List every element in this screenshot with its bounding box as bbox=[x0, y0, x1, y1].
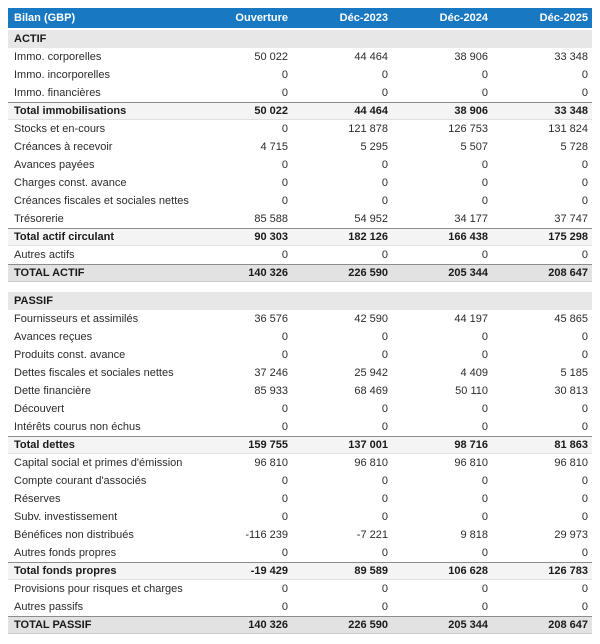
row-label: Avances payées bbox=[14, 159, 95, 171]
subtotal-row bbox=[8, 228, 592, 246]
row-value-col2: 0 bbox=[381, 493, 388, 505]
row-label: Charges const. avance bbox=[14, 177, 127, 189]
subtotal-row bbox=[8, 436, 592, 454]
row-label: Provisions pour risques et charges bbox=[14, 583, 183, 595]
table-row bbox=[8, 418, 592, 436]
column-header-dec-2025: Déc-2025 bbox=[539, 12, 588, 24]
table-row bbox=[8, 364, 592, 382]
section-header-passif bbox=[8, 292, 592, 310]
row-label: Total immobilisations bbox=[14, 105, 127, 117]
row-value-col1: 85 933 bbox=[254, 385, 288, 397]
column-header-dec-2024: Déc-2024 bbox=[439, 12, 488, 24]
row-value-col1: 0 bbox=[281, 87, 288, 99]
row-value-col4: 0 bbox=[581, 475, 588, 487]
row-value-col3: 0 bbox=[481, 159, 488, 171]
row-value-col2: 54 952 bbox=[354, 213, 388, 225]
row-value-col1: 0 bbox=[281, 493, 288, 505]
row-value-col2: -7 221 bbox=[356, 529, 388, 541]
table-row bbox=[8, 210, 592, 228]
row-value-col2: 0 bbox=[381, 475, 388, 487]
row-label: Autres fonds propres bbox=[14, 547, 117, 559]
row-value-col2: 0 bbox=[381, 601, 388, 613]
row-value-col3: 0 bbox=[481, 87, 488, 99]
row-value-col1: 0 bbox=[281, 177, 288, 189]
row-value-col1: -116 239 bbox=[245, 529, 288, 541]
table-row bbox=[8, 544, 592, 562]
table-row bbox=[8, 382, 592, 400]
row-value-col3: 0 bbox=[481, 421, 488, 433]
row-value-col1: 96 810 bbox=[254, 457, 288, 469]
row-value-col3: 44 197 bbox=[454, 313, 488, 325]
row-value-col3: 0 bbox=[481, 177, 488, 189]
row-value-col1: 0 bbox=[281, 583, 288, 595]
table-row bbox=[8, 580, 592, 598]
row-value-col3: 0 bbox=[481, 249, 488, 261]
table-row bbox=[8, 66, 592, 84]
table-row bbox=[8, 454, 592, 472]
row-value-col1: 140 326 bbox=[248, 267, 288, 279]
row-value-col2: 44 464 bbox=[354, 105, 388, 117]
row-value-col3: 205 344 bbox=[448, 619, 488, 631]
table-row bbox=[8, 174, 592, 192]
table-row bbox=[8, 84, 592, 102]
row-value-col2: 0 bbox=[381, 421, 388, 433]
row-value-col3: 0 bbox=[481, 493, 488, 505]
row-label: Immo. incorporelles bbox=[14, 69, 110, 81]
row-value-col1: 36 576 bbox=[254, 313, 288, 325]
row-value-col3: 34 177 bbox=[454, 213, 488, 225]
row-value-col1: 0 bbox=[281, 123, 288, 135]
row-value-col4: 0 bbox=[581, 601, 588, 613]
row-value-col3: 0 bbox=[481, 69, 488, 81]
grandtotal-row bbox=[8, 616, 592, 634]
row-value-col2: 0 bbox=[381, 331, 388, 343]
row-value-col2: 0 bbox=[381, 159, 388, 171]
row-value-col3: 0 bbox=[481, 331, 488, 343]
row-label: TOTAL ACTIF bbox=[14, 267, 85, 279]
row-value-col3: 98 716 bbox=[454, 439, 488, 451]
section-spacer bbox=[8, 282, 592, 292]
row-value-col1: -19 429 bbox=[250, 565, 288, 577]
row-value-col1: 0 bbox=[281, 511, 288, 523]
row-value-col4: 0 bbox=[581, 69, 588, 81]
row-value-col3: 5 507 bbox=[460, 141, 488, 153]
row-label: Autres actifs bbox=[14, 249, 75, 261]
row-label: TOTAL PASSIF bbox=[14, 619, 92, 631]
row-value-col2: 25 942 bbox=[354, 367, 388, 379]
table-body bbox=[8, 30, 592, 634]
row-value-col1: 0 bbox=[281, 403, 288, 415]
row-value-col4: 96 810 bbox=[554, 457, 588, 469]
row-value-col2: 0 bbox=[381, 69, 388, 81]
row-value-col4: 0 bbox=[581, 159, 588, 171]
row-value-col3: 205 344 bbox=[448, 267, 488, 279]
row-value-col4: 0 bbox=[581, 511, 588, 523]
row-value-col3: 126 753 bbox=[448, 123, 488, 135]
row-value-col4: 37 747 bbox=[554, 213, 588, 225]
row-value-col1: 37 246 bbox=[254, 367, 288, 379]
row-value-col4: 30 813 bbox=[554, 385, 588, 397]
row-value-col2: 0 bbox=[381, 349, 388, 361]
row-value-col2: 137 001 bbox=[348, 439, 388, 451]
row-value-col1: 0 bbox=[281, 475, 288, 487]
row-value-col3: 0 bbox=[481, 547, 488, 559]
table-row bbox=[8, 598, 592, 616]
row-value-col4: 81 863 bbox=[554, 439, 588, 451]
row-label: Immo. financières bbox=[14, 87, 101, 99]
row-label: Créances à recevoir bbox=[14, 141, 113, 153]
row-value-col4: 0 bbox=[581, 177, 588, 189]
row-value-col4: 0 bbox=[581, 249, 588, 261]
row-label: Immo. corporelles bbox=[14, 51, 102, 63]
row-value-col1: 90 303 bbox=[254, 231, 288, 243]
table-row bbox=[8, 490, 592, 508]
row-label: Total dettes bbox=[14, 439, 75, 451]
row-value-col3: 0 bbox=[481, 511, 488, 523]
row-value-col2: 226 590 bbox=[348, 267, 388, 279]
row-value-col4: 175 298 bbox=[548, 231, 588, 243]
row-value-col4: 0 bbox=[581, 583, 588, 595]
section-title: ACTIF bbox=[14, 33, 47, 45]
row-value-col2: 96 810 bbox=[354, 457, 388, 469]
row-label: Produits const. avance bbox=[14, 349, 126, 361]
column-header-dec-2023: Déc-2023 bbox=[339, 12, 388, 24]
row-value-col4: 0 bbox=[581, 87, 588, 99]
row-value-col3: 0 bbox=[481, 349, 488, 361]
row-value-col3: 4 409 bbox=[460, 367, 488, 379]
row-value-col1: 0 bbox=[281, 69, 288, 81]
row-value-col4: 0 bbox=[581, 349, 588, 361]
row-value-col4: 0 bbox=[581, 547, 588, 559]
row-value-col1: 0 bbox=[281, 601, 288, 613]
table-row bbox=[8, 526, 592, 544]
row-value-col2: 0 bbox=[381, 87, 388, 99]
row-label: Total fonds propres bbox=[14, 565, 117, 577]
balance-sheet-table bbox=[8, 8, 592, 634]
table-header-row bbox=[8, 8, 592, 28]
row-label: Subv. investissement bbox=[14, 511, 118, 523]
table-title: Bilan (GBP) bbox=[14, 12, 76, 24]
row-value-col3: 9 818 bbox=[460, 529, 488, 541]
table-row bbox=[8, 400, 592, 418]
row-value-col1: 140 326 bbox=[248, 619, 288, 631]
row-label: Total actif circulant bbox=[14, 231, 115, 243]
table-row bbox=[8, 246, 592, 264]
row-value-col4: 33 348 bbox=[554, 51, 588, 63]
column-header-ouverture: Ouverture bbox=[235, 12, 288, 24]
grandtotal-row bbox=[8, 264, 592, 282]
table-row bbox=[8, 48, 592, 66]
row-label: Dette financière bbox=[14, 385, 92, 397]
row-value-col2: 44 464 bbox=[354, 51, 388, 63]
table-row bbox=[8, 346, 592, 364]
table-row bbox=[8, 192, 592, 210]
row-value-col4: 5 185 bbox=[560, 367, 588, 379]
row-label: Stocks et en-cours bbox=[14, 123, 106, 135]
row-value-col2: 68 469 bbox=[354, 385, 388, 397]
section-title: PASSIF bbox=[14, 295, 53, 307]
row-value-col3: 50 110 bbox=[455, 385, 488, 397]
row-value-col3: 38 906 bbox=[454, 51, 488, 63]
row-value-col4: 0 bbox=[581, 195, 588, 207]
row-value-col3: 38 906 bbox=[454, 105, 488, 117]
row-value-col3: 0 bbox=[481, 475, 488, 487]
table-row bbox=[8, 328, 592, 346]
row-value-col1: 159 755 bbox=[248, 439, 288, 451]
row-label: Capital social et primes d'émission bbox=[14, 457, 183, 469]
subtotal-row bbox=[8, 102, 592, 120]
row-value-col4: 5 728 bbox=[560, 141, 588, 153]
row-value-col1: 50 022 bbox=[254, 105, 288, 117]
row-label: Avances reçues bbox=[14, 331, 93, 343]
table-row bbox=[8, 138, 592, 156]
row-value-col2: 0 bbox=[381, 547, 388, 559]
row-label: Créances fiscales et sociales nettes bbox=[14, 195, 189, 207]
row-value-col3: 96 810 bbox=[454, 457, 488, 469]
row-value-col4: 0 bbox=[581, 331, 588, 343]
row-value-col3: 0 bbox=[481, 583, 488, 595]
table-row bbox=[8, 508, 592, 526]
row-value-col1: 0 bbox=[281, 547, 288, 559]
row-value-col1: 0 bbox=[281, 249, 288, 261]
row-label: Trésorerie bbox=[14, 213, 64, 225]
row-value-col3: 0 bbox=[481, 601, 488, 613]
row-value-col3: 0 bbox=[481, 195, 488, 207]
row-label: Compte courant d'associés bbox=[14, 475, 147, 487]
row-value-col3: 166 438 bbox=[448, 231, 488, 243]
row-value-col1: 85 588 bbox=[254, 213, 288, 225]
row-value-col2: 0 bbox=[381, 403, 388, 415]
row-value-col1: 0 bbox=[281, 349, 288, 361]
row-value-col2: 0 bbox=[381, 195, 388, 207]
row-value-col3: 106 628 bbox=[448, 565, 488, 577]
row-value-col1: 0 bbox=[281, 159, 288, 171]
row-value-col4: 33 348 bbox=[554, 105, 588, 117]
row-value-col4: 0 bbox=[581, 493, 588, 505]
row-label: Fournisseurs et assimilés bbox=[14, 313, 139, 325]
subtotal-row bbox=[8, 562, 592, 580]
table-row bbox=[8, 156, 592, 174]
row-value-col4: 131 824 bbox=[548, 123, 588, 135]
row-label: Autres passifs bbox=[14, 601, 84, 613]
row-value-col2: 182 126 bbox=[348, 231, 388, 243]
row-value-col1: 50 022 bbox=[254, 51, 288, 63]
row-value-col2: 0 bbox=[381, 249, 388, 261]
row-value-col2: 0 bbox=[381, 177, 388, 189]
table-row bbox=[8, 472, 592, 490]
row-value-col2: 89 589 bbox=[354, 565, 388, 577]
row-value-col4: 208 647 bbox=[548, 267, 588, 279]
row-label: Dettes fiscales et sociales nettes bbox=[14, 367, 174, 379]
row-value-col4: 29 973 bbox=[554, 529, 588, 541]
row-value-col2: 121 878 bbox=[348, 123, 388, 135]
row-value-col4: 45 865 bbox=[554, 313, 588, 325]
row-value-col1: 4 715 bbox=[260, 141, 288, 153]
section-header-actif bbox=[8, 30, 592, 48]
table-row bbox=[8, 310, 592, 328]
row-value-col4: 208 647 bbox=[548, 619, 588, 631]
row-label: Bénéfices non distribués bbox=[14, 529, 134, 541]
row-value-col2: 42 590 bbox=[354, 313, 388, 325]
row-value-col2: 226 590 bbox=[348, 619, 388, 631]
row-value-col2: 0 bbox=[381, 583, 388, 595]
row-value-col3: 0 bbox=[481, 403, 488, 415]
row-value-col2: 0 bbox=[381, 511, 388, 523]
row-value-col1: 0 bbox=[281, 421, 288, 433]
row-value-col1: 0 bbox=[281, 195, 288, 207]
row-value-col4: 0 bbox=[581, 421, 588, 433]
table-row bbox=[8, 120, 592, 138]
row-label: Découvert bbox=[14, 403, 65, 415]
row-label: Intérêts courus non échus bbox=[14, 421, 141, 433]
row-value-col4: 126 783 bbox=[548, 565, 588, 577]
row-value-col2: 5 295 bbox=[360, 141, 388, 153]
row-value-col1: 0 bbox=[281, 331, 288, 343]
row-value-col4: 0 bbox=[581, 403, 588, 415]
row-label: Réserves bbox=[14, 493, 61, 505]
